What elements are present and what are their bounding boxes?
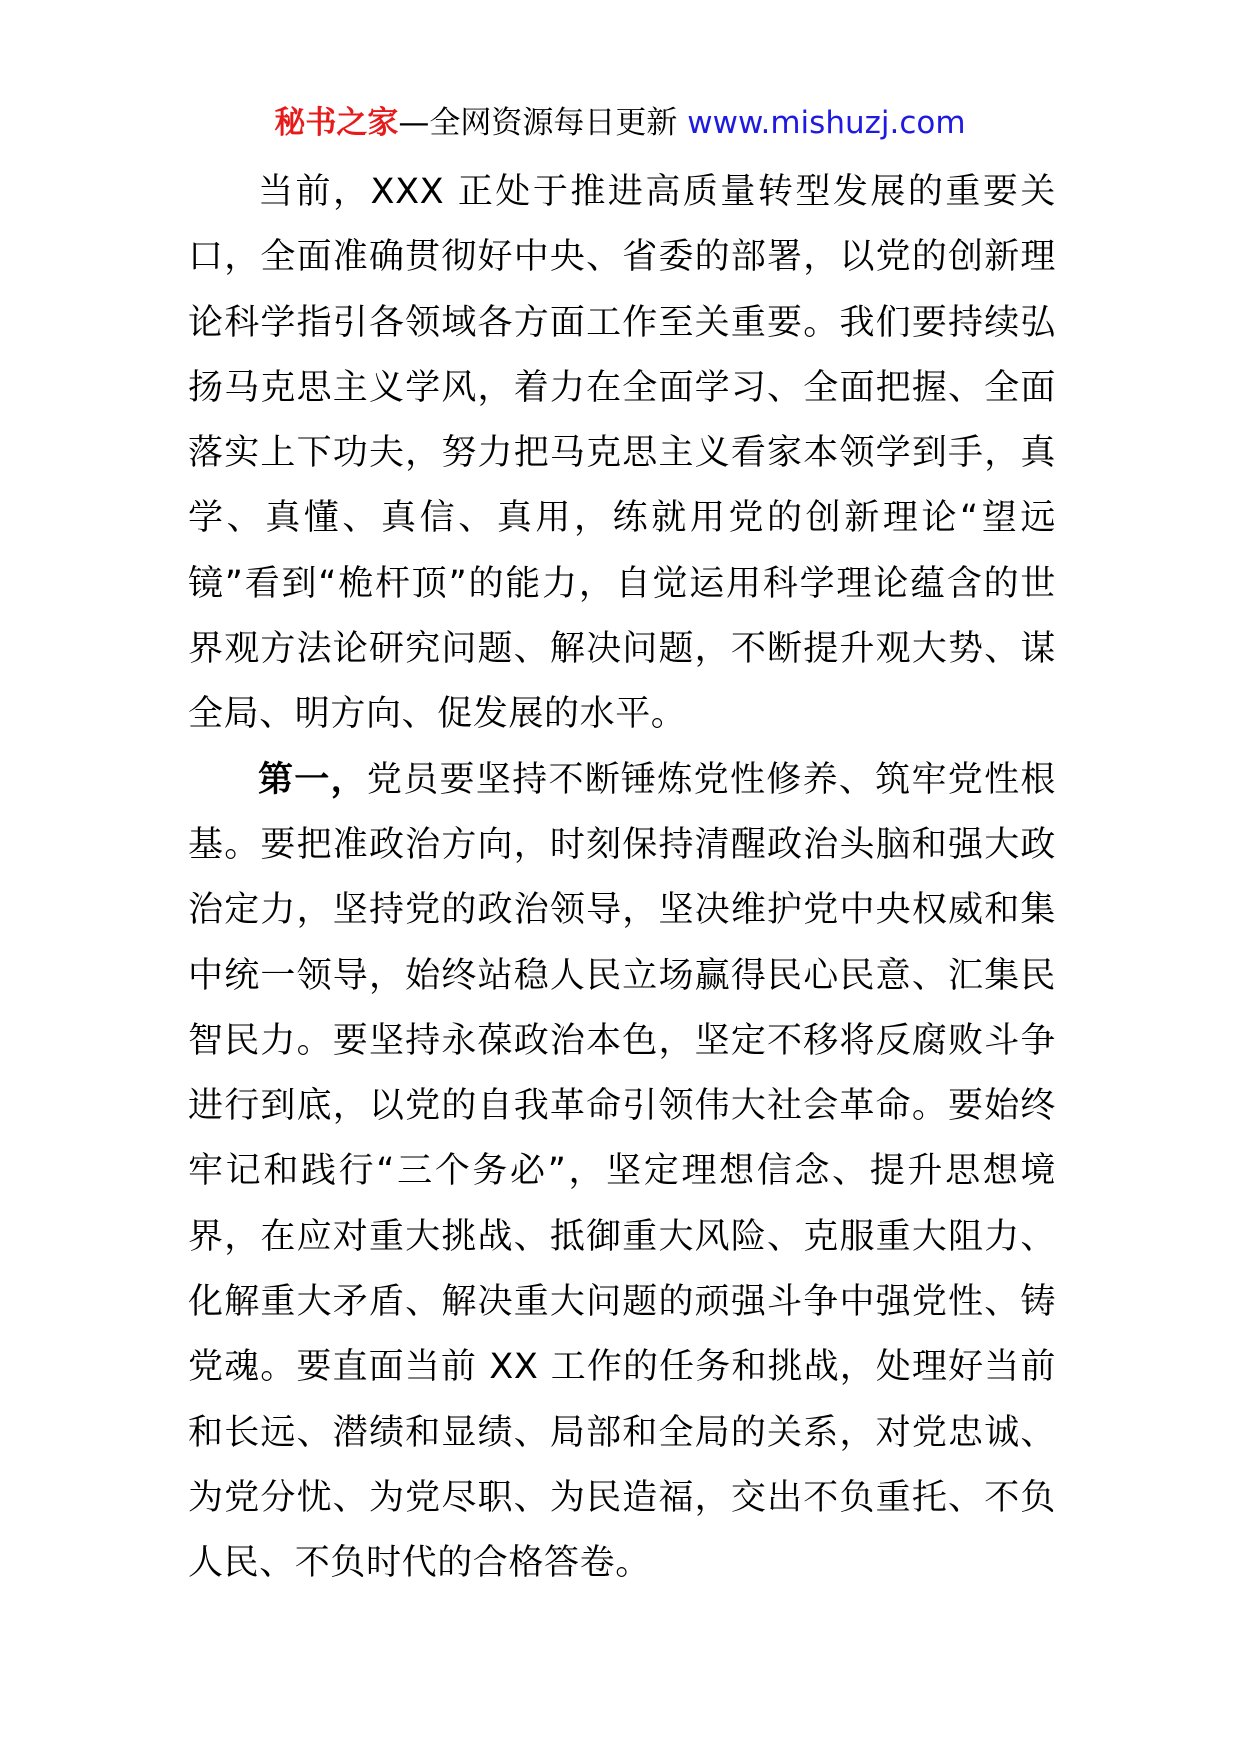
point-one-paragraph — [188, 748, 1056, 1597]
brand-name: 秘书之家 — [274, 105, 399, 141]
point-one-lead: 第一， — [258, 759, 367, 800]
header-slogan: —全网资源每日更新 — [398, 105, 688, 141]
document-body — [188, 160, 1056, 1597]
point-one-text: 党员要坚持不断锤炼党性修养、筑牢党性根基。要把准政治方向，时刻保持清醒政治头脑和强大政治定力，坚持党的政治领导，坚决维护党中央权威和集中统一领导，始终站稳人民立场赢得民心民意、汇集民智民力。要坚持永葆政治本色，坚定不移将反腐败斗争进行到底，以党的自我革命引领伟大社会革命。要始终牢记和践行“三个务必”，坚定理想信念、提升思想境界，在应对重大挑战、抵御重大风险、克服重大阻力、化解重大矛盾、解决重大问题的顽强斗争中强党性、铸党魂。要直面当前 XX 工作的任务和挑战，处理好当前和长远、潜绩和显绩、局部和全局的关系，对党忠诚、为党分忧、为党尽职、为民造福，交出不负重托、不负人民、不负时代的合格答卷。 — [188, 759, 1056, 1584]
intro-paragraph-text: 当前，XXX 正处于推进高质量转型发展的重要关口，全面准确贯彻好中央、省委的部署，以党的创新理论科学指引各领域各方面工作至关重要。我们要持续弘扬马克思主义学风，着力在全面学习、全面把握、全面落实上下功夫，努力把马克思主义看家本领学到手，真学、真懂、真信、真用，练就用党的创新理论“望远镜”看到“桅杆顶”的能力，自觉运用科学理论蕴含的世界观方法论研究问题、解决问题，不断提升观大势、谋全局、明方向、促发展的水平。 — [188, 172, 1056, 735]
intro-paragraph — [188, 160, 1056, 748]
website-link[interactable]: www.mishuzj.com — [687, 105, 966, 141]
page-header — [0, 101, 1240, 145]
